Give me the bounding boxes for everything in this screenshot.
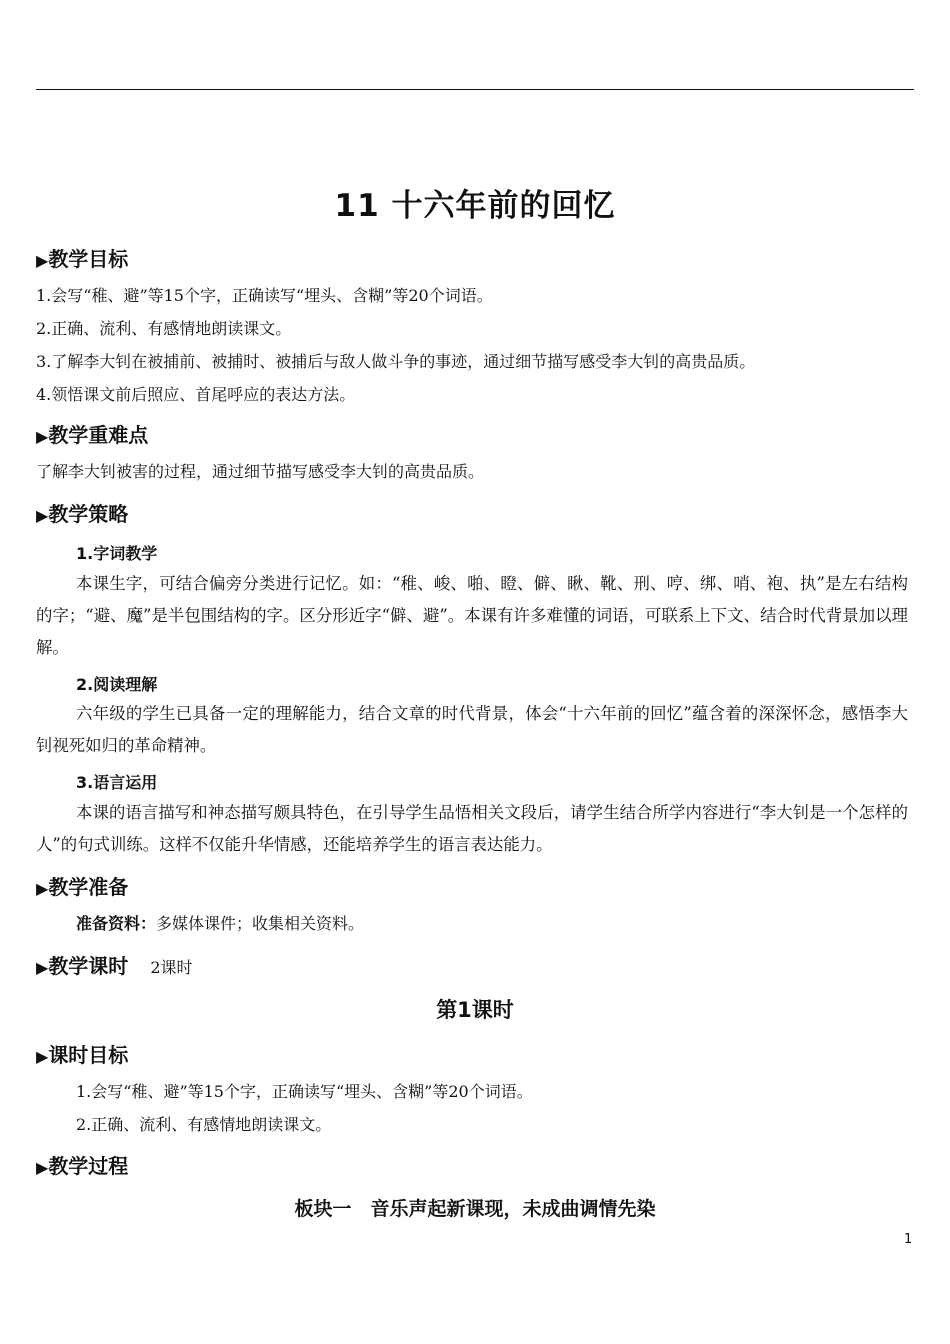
hours-value: 2课时 [150, 958, 193, 977]
block-title: 板块一 音乐声起新课现，未成曲调情先染 [294, 1198, 656, 1220]
lesson-goal-item: 2.正确、流利、有感情地朗读课文。 [76, 1115, 332, 1134]
triangle-bullet-icon: ▶ [36, 506, 49, 525]
triangle-bullet-icon: ▶ [36, 427, 49, 446]
section-heading-lesson-goals: ▶课时目标 [36, 1043, 129, 1067]
objective-item: 1.会写“稚、避”等15个字，正确读写“埋头、含糊”等20个词语。 [36, 286, 493, 305]
strategy-sub-title: 1.字词教学 [76, 544, 158, 563]
lesson-title: 第1课时 [436, 998, 514, 1022]
section-heading-strategy: ▶教学策略 [36, 502, 129, 526]
section-heading-objectives: ▶教学目标 [36, 247, 129, 271]
strategy-paragraph: 本课的语言描写和神态描写颇具特色，在引导学生品悟相关文段后，请学生结合所学内容进行“李大钊是一个怎样的人”的句式训练。这样不仅能升华情感，还能培养学生的语言表达能力。 [36, 803, 908, 854]
preparation-label: 准备资料： [76, 914, 157, 933]
page-title: 11 十六年前的回忆 [334, 188, 616, 224]
triangle-bullet-icon: ▶ [36, 251, 49, 270]
strategy-sub-title: 3.语言运用 [76, 773, 158, 792]
strategy-sub-title: 2.阅读理解 [76, 675, 158, 694]
section-heading-hours: ▶教学课时 2课时 [36, 954, 193, 978]
objective-item: 2.正确、流利、有感情地朗读课文。 [36, 319, 292, 338]
triangle-bullet-icon: ▶ [36, 958, 49, 977]
strategy-paragraph: 六年级的学生已具备一定的理解能力，结合文章的时代背景，体会“十六年前的回忆”蕴含着的深深怀念，感悟李大钊视死如归的革命精神。 [36, 704, 908, 755]
objective-item: 4.领悟课文前后照应、首尾呼应的表达方法。 [36, 385, 356, 404]
lesson-goal-item: 1.会写“稚、避”等15个字，正确读写“埋头、含糊”等20个词语。 [76, 1082, 533, 1101]
section-heading-preparation: ▶教学准备 [36, 875, 129, 899]
triangle-bullet-icon: ▶ [36, 879, 49, 898]
triangle-bullet-icon: ▶ [36, 1158, 49, 1177]
preparation-text: 多媒体课件；收集相关资料。 [156, 914, 365, 933]
page-number: 1 [904, 1232, 913, 1247]
section-heading-key-points: ▶教学重难点 [36, 423, 149, 447]
preparation-line [76, 914, 364, 934]
key-points-text: 了解李大钊被害的过程，通过细节描写感受李大钊的高贵品质。 [36, 462, 485, 481]
section-heading-process: ▶教学过程 [36, 1154, 129, 1178]
objective-item: 3.了解李大钊在被捕前、被捕时、被捕后与敌人做斗争的事迹，通过细节描写感受李大钊的高贵品质。 [36, 352, 756, 371]
header-rule [36, 89, 914, 90]
strategy-paragraph: 本课生字，可结合偏旁分类进行记忆。如：“稚、峻、啪、瞪、僻、瞅、靴、刑、哼、绑、哨、袍、执”是左右结构的字；“避、魔”是半包围结构的字。区分形近字“僻、避”。本课有许多难懂的词语，可联系上下文、结合时代背景加以理解。 [36, 574, 908, 657]
triangle-bullet-icon: ▶ [36, 1047, 49, 1066]
